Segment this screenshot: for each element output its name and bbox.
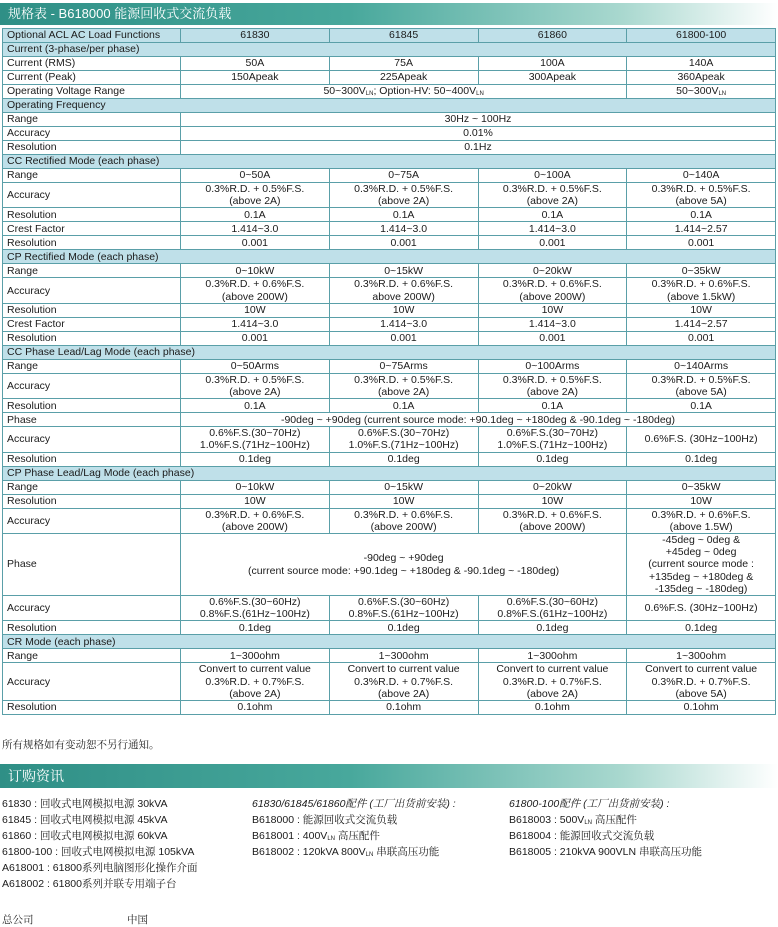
order-item-text: 高压配件 (335, 830, 380, 842)
cell: 0~20kW (478, 264, 627, 278)
cell: 0.001 (329, 236, 478, 250)
cell: 0.1deg (181, 452, 330, 466)
cell-line: +45deg ~ 0deg (665, 546, 737, 559)
cell-line: (above 5A) (675, 687, 727, 700)
order-list-models (2, 796, 198, 892)
cell (329, 663, 478, 701)
cell: 0~100Arms (478, 359, 627, 373)
section-row (3, 43, 776, 57)
cell: 0.001 (181, 236, 330, 250)
cell: 0~140A (627, 169, 776, 183)
cell (181, 534, 627, 596)
cell-line: above 200W) (372, 290, 435, 303)
model-header: 61845 (329, 29, 478, 43)
cell: 1.414~3.0 (329, 222, 478, 236)
cell (181, 508, 330, 533)
order-item: 61860 : 回收式电网模拟电源 60kVA (2, 830, 168, 842)
cell: 0~75A (329, 169, 478, 183)
cell-line: (above 2A) (229, 386, 281, 399)
section-cp-phase: CP Phase Lead/Lag Mode (each phase) (3, 466, 776, 480)
cell (627, 183, 776, 208)
cell-line: (above 2A) (526, 386, 579, 399)
row-label: Current (Peak) (3, 71, 181, 85)
row-label: Resolution (3, 494, 181, 508)
table-row (3, 331, 776, 345)
cell: 0.1Hz (181, 141, 776, 155)
cell (478, 663, 627, 701)
section-row (3, 99, 776, 113)
cell: 140A (627, 57, 776, 71)
cell-line: 0.3%R.D. + 0.5%F.S. (651, 373, 751, 386)
cell: 10W (627, 303, 776, 317)
cell-line: (above 2A) (377, 687, 430, 700)
table-row (3, 71, 776, 85)
voltage-range-cell (627, 85, 776, 99)
cell: 360Apeak (627, 71, 776, 85)
cell: 10W (478, 494, 627, 508)
cell-line: 0.3%R.D. + 0.7%F.S. (502, 675, 602, 688)
cell-line: +135deg ~ +180deg & (649, 570, 754, 583)
cell: 1~300ohm (627, 649, 776, 663)
table-row (3, 303, 776, 317)
order-info-title: 订购资讯 (8, 768, 64, 784)
voltage-text: 50~300V (676, 85, 719, 98)
cell (329, 373, 478, 398)
cell: 0.1A (478, 399, 627, 413)
cell: 10W (478, 303, 627, 317)
cell: 1.414~2.57 (627, 222, 776, 236)
cell: 0~100A (478, 169, 627, 183)
table-row (3, 264, 776, 278)
cell: 0.6%F.S. (30Hz~100Hz) (627, 427, 776, 452)
cell: 0~15kW (329, 264, 478, 278)
order-item: B618005 : 210kVA 900VLN 串联高压功能 (509, 846, 702, 858)
section-cr: CR Mode (each phase) (3, 635, 776, 649)
row-label: Resolution (3, 331, 181, 345)
cell: 150Apeak (181, 71, 330, 85)
cell: 0.1deg (627, 621, 776, 635)
cell-line: (current source mode: +90.1deg ~ +180deg & -90.1deg ~ -180deg) (248, 564, 560, 577)
cell (181, 596, 330, 621)
cell: 0~35kW (627, 480, 776, 494)
cell: 0.1deg (627, 452, 776, 466)
table-row (3, 278, 776, 303)
cell-line: (above 2A) (377, 195, 430, 208)
cell: 1.414~3.0 (478, 317, 627, 331)
cell-line: (current source mode : (648, 558, 754, 571)
row-label: Crest Factor (3, 317, 181, 331)
row-label: Range (3, 169, 181, 183)
cell: 0.1ohm (329, 701, 478, 715)
row-label: Resolution (3, 621, 181, 635)
cell (329, 427, 478, 452)
cell-line: 0.3%R.D. + 0.7%F.S. (651, 675, 751, 688)
cell: 30Hz ~ 100Hz (181, 113, 776, 127)
cell (478, 596, 627, 621)
cell-line: (above 2A) (526, 195, 579, 208)
table-row (3, 141, 776, 155)
cell-line: 0.6%F.S.(30~60Hz) (209, 596, 301, 609)
table-row (3, 85, 776, 99)
cell: 0.1A (478, 208, 627, 222)
cell (627, 373, 776, 398)
cell-line: 0.6%F.S.(30~60Hz) (357, 596, 450, 609)
row-label: Range (3, 113, 181, 127)
cell-line: -90deg ~ +90deg (363, 552, 444, 565)
row-label: Accuracy (3, 596, 181, 621)
model-header: 61800-100 (627, 29, 776, 43)
order-group-title: 61800-100配件 (工厂出货前安装) : (509, 798, 670, 810)
cell-line: (above 2A) (229, 195, 281, 208)
row-label: Range (3, 359, 181, 373)
table-row (3, 317, 776, 331)
cell-line: (above 2A) (526, 687, 579, 700)
cell-line: 0.3%R.D. + 0.6%F.S. (205, 278, 305, 291)
cell-line: 0.3%R.D. + 0.6%F.S. (205, 508, 305, 521)
cell: 0~50A (181, 169, 330, 183)
cell (329, 508, 478, 533)
table-row (3, 534, 776, 596)
cell-line: 0.3%R.D. + 0.5%F.S. (205, 183, 305, 195)
cell-line: 0.6%F.S.(30~70Hz) (357, 427, 450, 440)
cell: 0.1A (181, 208, 330, 222)
cell (627, 534, 776, 596)
cell-line: 0.3%R.D. + 0.6%F.S. (354, 508, 454, 521)
section-row (3, 250, 776, 264)
cell (627, 508, 776, 533)
cell-line: (above 2A) (377, 386, 430, 399)
order-group-title: 61830/61845/61860配件 (工厂出货前安装) : (252, 798, 456, 810)
cell-line: 0.6%F.S.(30~70Hz) (209, 427, 301, 440)
cell-line: (above 200W) (221, 290, 288, 303)
cell-line: 0.3%R.D. + 0.5%F.S. (502, 373, 602, 386)
order-item-text: 高压配件 (592, 814, 637, 826)
order-item: 61800-100 : 回收式电网模拟电源 105kVA (2, 846, 195, 858)
cell-line: 0.3%R.D. + 0.5%F.S. (502, 183, 602, 195)
section-row (3, 466, 776, 480)
table-row (3, 480, 776, 494)
table-row (3, 169, 776, 183)
cell-line: Convert to current value (645, 663, 758, 676)
section-cc-phase: CC Phase Lead/Lag Mode (each phase) (3, 345, 776, 359)
cell (329, 596, 478, 621)
section-row (3, 155, 776, 169)
ln-subscript: LN (584, 820, 592, 826)
spec-table (2, 28, 776, 715)
cell (478, 373, 627, 398)
ln-subscript: LN (365, 91, 374, 98)
cell: 0.1A (627, 399, 776, 413)
cell-line: -45deg ~ 0deg & (662, 534, 741, 547)
order-item-text: 串联高压功能 (373, 846, 440, 858)
table-row (3, 57, 776, 71)
cell-line: 0.3%R.D. + 0.6%F.S. (651, 508, 751, 521)
cell: 0~75Arms (329, 359, 478, 373)
row-label: Range (3, 480, 181, 494)
cell-line: 0.3%R.D. + 0.6%F.S. (354, 278, 454, 291)
cell-line: 0.3%R.D. + 0.7%F.S. (205, 675, 305, 688)
table-row (3, 113, 776, 127)
row-label: Resolution (3, 236, 181, 250)
model-header: 61830 (181, 29, 330, 43)
cell-line: 1.0%F.S.(71Hz~100Hz) (348, 439, 459, 452)
cell (181, 427, 330, 452)
ln-subscript: LN (718, 91, 727, 98)
cell: 10W (627, 494, 776, 508)
table-row (3, 222, 776, 236)
cell: 0.1deg (478, 621, 627, 635)
cell: 1.414~3.0 (329, 317, 478, 331)
cell (478, 183, 627, 208)
cell: 0.1A (181, 399, 330, 413)
cell-line: (above 1.5kW) (666, 290, 736, 303)
section-cc-rectified: CC Rectified Mode (each phase) (3, 155, 776, 169)
cell: 225Apeak (329, 71, 478, 85)
row-label: Resolution (3, 303, 181, 317)
row-label: Resolution (3, 399, 181, 413)
cell (478, 508, 627, 533)
cell-line: 0.3%R.D. + 0.5%F.S. (354, 373, 454, 386)
order-item-text: B618001 : 400V (252, 830, 328, 842)
cell: 0.001 (627, 236, 776, 250)
table-row (3, 183, 776, 208)
cell: 1.414~3.0 (478, 222, 627, 236)
cell-line: (above 5A) (675, 195, 727, 208)
cell: 0~10kW (181, 264, 330, 278)
cell (181, 278, 330, 303)
spec-title-banner (0, 3, 778, 25)
footer-country: 中国 (127, 914, 148, 926)
order-info-banner (0, 764, 778, 788)
cell: 0~10kW (181, 480, 330, 494)
cell-line: Convert to current value (496, 663, 609, 676)
cell-line: 0.6%F.S.(30~70Hz) (506, 427, 599, 440)
row-label: Accuracy (3, 427, 181, 452)
order-item: B618000 : 能源回收式交流负载 (252, 814, 398, 826)
cell: 0~20kW (478, 480, 627, 494)
order-item: 61845 : 回收式电网模拟电源 45kVA (2, 814, 168, 826)
section-row (3, 345, 776, 359)
cell: 0.001 (329, 331, 478, 345)
cell: 0~50Arms (181, 359, 330, 373)
cell: 10W (329, 303, 478, 317)
order-item (252, 844, 456, 860)
cell-line: (above 200W) (519, 290, 586, 303)
row-label: Accuracy (3, 663, 181, 701)
table-row (3, 508, 776, 533)
row-label: Range (3, 264, 181, 278)
table-row (3, 127, 776, 141)
cell (627, 663, 776, 701)
cell: 0.1deg (329, 452, 478, 466)
cell-line: (above 200W) (221, 520, 288, 533)
order-item (252, 828, 456, 844)
cell (627, 278, 776, 303)
table-row (3, 427, 776, 452)
table-row (3, 236, 776, 250)
cell: 0.01% (181, 127, 776, 141)
order-item (509, 812, 702, 828)
cell (329, 183, 478, 208)
footer-company: 总公司 (2, 914, 34, 926)
row-label: Resolution (3, 452, 181, 466)
cell: 0.1deg (329, 621, 478, 635)
row-label: Accuracy (3, 127, 181, 141)
row-label: Current (RMS) (3, 57, 181, 71)
table-row (3, 494, 776, 508)
cell-line: (above 1.5W) (669, 520, 733, 533)
cell-line: 1.0%F.S.(71Hz~100Hz) (497, 439, 608, 452)
row-label: Resolution (3, 141, 181, 155)
model-header-row (3, 29, 776, 43)
ln-subscript: LN (327, 836, 335, 842)
cell: 0.1ohm (181, 701, 330, 715)
model-header: 61860 (478, 29, 627, 43)
ln-subscript: LN (365, 852, 374, 858)
order-item: 61830 : 回收式电网模拟电源 30kVA (2, 798, 168, 810)
cell: 0.1A (329, 208, 478, 222)
section-row (3, 635, 776, 649)
row-label: Resolution (3, 701, 181, 715)
cell (478, 427, 627, 452)
cell-line: Convert to current value (347, 663, 460, 676)
cell (181, 373, 330, 398)
table-row (3, 621, 776, 635)
table-row (3, 399, 776, 413)
cell (478, 278, 627, 303)
cell (329, 278, 478, 303)
cell-line: 0.6%F.S.(30~60Hz) (506, 596, 599, 609)
table-row (3, 452, 776, 466)
cell: 0~15kW (329, 480, 478, 494)
spec-disclaimer: 所有规格如有变动恕不另行通知。 (2, 739, 160, 751)
cell: 0.1ohm (627, 701, 776, 715)
cell: 1~300ohm (478, 649, 627, 663)
cell-line: 0.3%R.D. + 0.6%F.S. (651, 278, 751, 291)
order-item-text: B618002 : 120kVA 800V (252, 846, 366, 858)
order-list-accessories-b (509, 796, 702, 860)
cell-line: 0.3%R.D. + 0.5%F.S. (354, 183, 454, 195)
table-row (3, 359, 776, 373)
row-label: Accuracy (3, 183, 181, 208)
cell: 0.001 (627, 331, 776, 345)
cell (181, 663, 330, 701)
cell: 300Apeak (478, 71, 627, 85)
voltage-text: 50~300V (323, 85, 366, 98)
voltage-range-cell (181, 85, 627, 99)
order-item-text: B618003 : 500V (509, 814, 585, 826)
cell: 0.001 (478, 331, 627, 345)
cell: 10W (329, 494, 478, 508)
row-label: Resolution (3, 208, 181, 222)
cell (181, 183, 330, 208)
order-item: A618001 : 61800系列电脑图形化操作介面 (2, 862, 198, 874)
cell: 0.1deg (478, 452, 627, 466)
cell: 10W (181, 303, 330, 317)
row-label: Operating Voltage Range (3, 85, 181, 99)
cell-line: Convert to current value (198, 663, 311, 676)
cell-line: 0.3%R.D. + 0.6%F.S. (502, 508, 602, 521)
cell-line: 0.3%R.D. + 0.5%F.S. (651, 183, 751, 195)
cell: 0.1ohm (478, 701, 627, 715)
voltage-text: ; Option-HV: 50~400V (373, 85, 477, 98)
cell: 0.1A (627, 208, 776, 222)
section-frequency: Operating Frequency (3, 99, 776, 113)
cell: 1~300ohm (181, 649, 330, 663)
cell-line: 0.8%F.S.(61Hz~100Hz) (348, 608, 459, 621)
table-row (3, 649, 776, 663)
cell-line: -135deg ~ -180deg) (654, 582, 748, 595)
cell-line: 0.8%F.S.(61Hz~100Hz) (497, 608, 608, 621)
table-row (3, 373, 776, 398)
ln-subscript: LN (476, 91, 484, 98)
order-list-accessories-a (252, 796, 456, 860)
table-row (3, 701, 776, 715)
row-label: Crest Factor (3, 222, 181, 236)
section-current: Current (3-phase/per phase) (3, 43, 776, 57)
cell: 0.001 (181, 331, 330, 345)
row-label: Accuracy (3, 373, 181, 398)
cell: 1~300ohm (329, 649, 478, 663)
cell-line: (above 200W) (370, 520, 437, 533)
row-label: Accuracy (3, 278, 181, 303)
order-item: B618004 : 能源回收式交流负载 (509, 830, 655, 842)
table-row (3, 596, 776, 621)
cell: 1.414~3.0 (181, 222, 330, 236)
spec-title: 规格表 - B618000 能源回收式交流负载 (8, 6, 232, 21)
row-label: Accuracy (3, 508, 181, 533)
cell: 10W (181, 494, 330, 508)
cell: 0.1A (329, 399, 478, 413)
cell-line: (above 200W) (519, 520, 586, 533)
cell: 50A (181, 57, 330, 71)
table-row (3, 663, 776, 701)
cell-line: 0.3%R.D. + 0.6%F.S. (502, 278, 602, 291)
header-label: Optional ACL AC Load Functions (3, 29, 181, 43)
cell-line: (above 2A) (229, 687, 281, 700)
row-label: Phase (3, 534, 181, 596)
cell: 0.6%F.S. (30Hz~100Hz) (627, 596, 776, 621)
table-row (3, 413, 776, 427)
cell-line: 1.0%F.S.(71Hz~100Hz) (199, 439, 310, 452)
cell-line: 0.8%F.S.(61Hz~100Hz) (199, 608, 310, 621)
cell-line: (above 5A) (675, 386, 727, 399)
cell: 0~35kW (627, 264, 776, 278)
section-cp-rectified: CP Rectified Mode (each phase) (3, 250, 776, 264)
cell: -90deg ~ +90deg (current source mode: +90.1deg ~ +180deg & -90.1deg ~ -180deg) (181, 413, 776, 427)
cell-line: 0.3%R.D. + 0.5%F.S. (205, 373, 305, 386)
cell: 0.1deg (181, 621, 330, 635)
cell-line: 0.3%R.D. + 0.7%F.S. (354, 675, 454, 688)
cell: 100A (478, 57, 627, 71)
order-item: A618002 : 61800系列并联专用端子台 (2, 878, 177, 890)
row-label: Range (3, 649, 181, 663)
cell: 0~140Arms (627, 359, 776, 373)
cell: 75A (329, 57, 478, 71)
cell: 1.414~2.57 (627, 317, 776, 331)
cell: 0.001 (478, 236, 627, 250)
row-label: Phase (3, 413, 181, 427)
cell: 1.414~3.0 (181, 317, 330, 331)
table-row (3, 208, 776, 222)
